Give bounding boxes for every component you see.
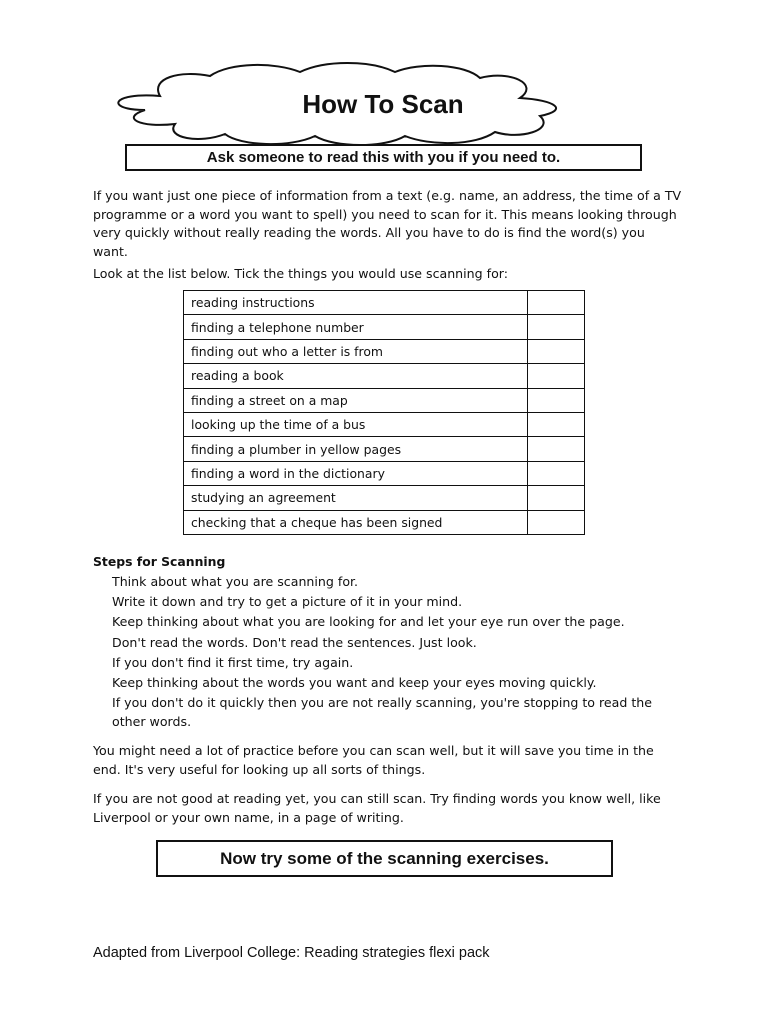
step-item: Write it down and try to get a picture of it in your mind. bbox=[112, 594, 463, 610]
steps-heading: Steps for Scanning bbox=[93, 554, 226, 569]
source-credit: Adapted from Liverpool College: Reading strategies flexi pack bbox=[93, 945, 490, 961]
tick-box[interactable] bbox=[528, 388, 585, 412]
step-item: If you don't find it first time, try again. bbox=[112, 654, 354, 670]
tick-row bbox=[184, 510, 585, 534]
step-item: Don't read the words. Don't read the sentences. Just look. bbox=[112, 634, 477, 650]
tick-box[interactable] bbox=[528, 339, 585, 363]
tick-item-label: reading a book bbox=[184, 364, 528, 388]
tick-item-label: finding out who a letter is from bbox=[184, 339, 528, 363]
tick-box[interactable] bbox=[528, 291, 585, 315]
tick-row bbox=[184, 412, 585, 436]
tick-item-label: finding a plumber in yellow pages bbox=[184, 437, 528, 461]
tick-box[interactable] bbox=[528, 510, 585, 534]
practice-paragraph: You might need a lot of practice before you can scan well, but it will save you time in the end. It's very useful for looking up all sorts of things. bbox=[93, 743, 654, 777]
tick-item-label: checking that a cheque has been signed bbox=[184, 510, 528, 534]
scanning-tick-table bbox=[183, 290, 585, 535]
intro-paragraph: If you want just one piece of information from a text (e.g. name, an address, the time of a TV programme or a word you want to spell) you need to scan for it. This means looking through very quickly without really reading the words. All you have to do is find the word(s) you want. bbox=[93, 188, 682, 259]
tick-item-label: studying an agreement bbox=[184, 486, 528, 510]
tick-row bbox=[184, 461, 585, 485]
tick-row bbox=[184, 364, 585, 388]
page-title: How To Scan bbox=[302, 89, 464, 119]
step-item: Keep thinking about what you are looking for and let your eye run over the page. bbox=[112, 614, 625, 630]
tick-row bbox=[184, 291, 585, 315]
tick-row bbox=[184, 339, 585, 363]
exercises-callout: Now try some of the scanning exercises. bbox=[156, 840, 613, 877]
tick-box[interactable] bbox=[528, 364, 585, 388]
steps-list bbox=[112, 572, 672, 732]
tick-box[interactable] bbox=[528, 437, 585, 461]
tick-item-label: finding a street on a map bbox=[184, 388, 528, 412]
tick-box[interactable] bbox=[528, 486, 585, 510]
step-item: Think about what you are scanning for. bbox=[112, 574, 359, 589]
tick-item-label: reading instructions bbox=[184, 291, 528, 315]
step-item: Keep thinking about the words you want and keep your eyes moving quickly. bbox=[112, 674, 597, 690]
list-prompt: Look at the list below. Tick the things you would use scanning for: bbox=[93, 266, 508, 281]
tick-box[interactable] bbox=[528, 315, 585, 339]
tick-item-label: looking up the time of a bus bbox=[184, 412, 528, 436]
tick-item-label: finding a word in the dictionary bbox=[184, 461, 528, 485]
still-scan-paragraph: If you are not good at reading yet, you can still scan. Try finding words you know well, like Liverpool or your own name, in a page of writing. bbox=[93, 791, 661, 825]
step-item: If you don't do it quickly then you are not really scanning, you're stopping to read the other words. bbox=[112, 695, 653, 730]
tick-row bbox=[184, 486, 585, 510]
tick-item-label: finding a telephone number bbox=[184, 315, 528, 339]
reading-help-notice: Ask someone to read this with you if you need to. bbox=[125, 144, 642, 171]
tick-row bbox=[184, 437, 585, 461]
tick-row bbox=[184, 315, 585, 339]
tick-row bbox=[184, 388, 585, 412]
tick-box[interactable] bbox=[528, 412, 585, 436]
tick-box[interactable] bbox=[528, 461, 585, 485]
